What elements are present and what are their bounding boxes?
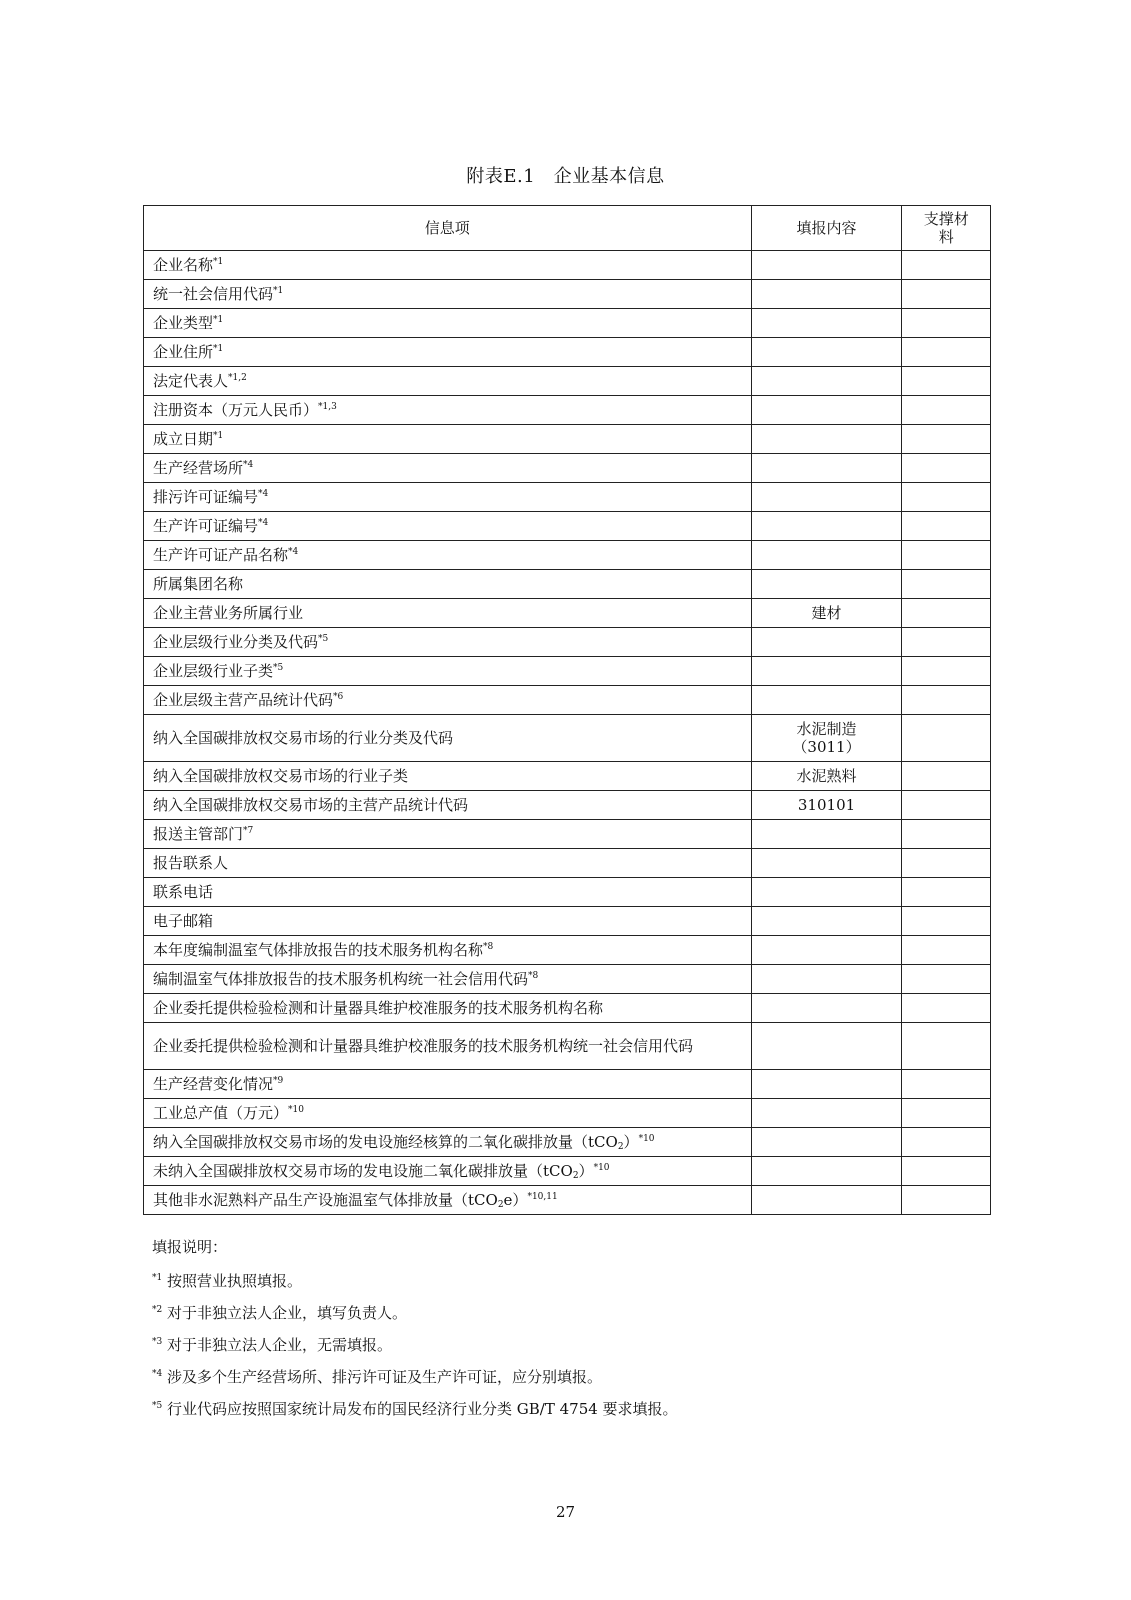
info-item-label: 注册资本（万元人民币） bbox=[153, 401, 319, 419]
info-item-cell bbox=[144, 715, 752, 762]
supporting-material-cell[interactable] bbox=[902, 657, 991, 686]
footnote-marker: *4 bbox=[258, 518, 269, 528]
header-supporting-material: 支撑材料 bbox=[902, 206, 991, 251]
supporting-material-cell[interactable] bbox=[902, 628, 991, 657]
supporting-material-cell[interactable] bbox=[902, 820, 991, 849]
fill-content-cell[interactable] bbox=[751, 1070, 902, 1099]
table-row bbox=[144, 791, 991, 820]
note-marker: *2 bbox=[152, 1305, 163, 1315]
info-item-label: 法定代表人 bbox=[153, 372, 229, 390]
fill-content-cell[interactable] bbox=[751, 512, 902, 541]
table-header-row bbox=[144, 206, 991, 251]
info-item-cell bbox=[144, 454, 752, 483]
info-item-cell bbox=[144, 657, 752, 686]
fill-content-cell[interactable] bbox=[751, 628, 902, 657]
table-row bbox=[144, 425, 991, 454]
note-marker: *3 bbox=[152, 1337, 163, 1347]
info-item-label: 生产许可证编号 bbox=[153, 517, 259, 535]
table-row bbox=[144, 599, 991, 628]
info-item-label: 其他非水泥熟料产品生产设施温室气体排放量（tCO bbox=[153, 1191, 498, 1209]
info-item-label: 企业住所 bbox=[153, 343, 214, 361]
table-row bbox=[144, 762, 991, 791]
info-item-label: 企业主营业务所属行业 bbox=[153, 604, 304, 622]
fill-content-cell[interactable] bbox=[751, 251, 902, 280]
info-item-label: 企业委托提供检验检测和计量器具维护校准服务的技术服务机构名称 bbox=[153, 999, 604, 1017]
supporting-material-cell[interactable] bbox=[902, 483, 991, 512]
header-info-item: 信息项 bbox=[144, 206, 752, 251]
note-item bbox=[152, 1336, 982, 1368]
footnote-marker: *10 bbox=[593, 1163, 610, 1173]
info-item-cell bbox=[144, 1099, 752, 1128]
footnote-marker: *10 bbox=[288, 1105, 304, 1115]
footnote-marker: *7 bbox=[243, 826, 254, 836]
table-row bbox=[144, 367, 991, 396]
table-row bbox=[144, 907, 991, 936]
note-marker: *1 bbox=[152, 1273, 163, 1283]
supporting-material-cell[interactable] bbox=[902, 251, 991, 280]
table-row bbox=[144, 1023, 991, 1070]
info-item-cell bbox=[144, 512, 752, 541]
note-text: 对于非独立法人企业，无需填报。 bbox=[167, 1336, 393, 1354]
fill-content-cell[interactable] bbox=[751, 1157, 902, 1186]
supporting-material-cell[interactable] bbox=[902, 1099, 991, 1128]
footnote-marker: *4 bbox=[288, 547, 299, 557]
fill-content-cell[interactable] bbox=[751, 715, 902, 762]
table-row bbox=[144, 1128, 991, 1157]
supporting-material-cell[interactable] bbox=[902, 338, 991, 367]
note-text: 按照营业执照填报。 bbox=[167, 1272, 303, 1290]
info-item-cell bbox=[144, 1070, 752, 1099]
footnote-marker: *1 bbox=[213, 315, 224, 325]
table-row bbox=[144, 994, 991, 1023]
info-item-cell bbox=[144, 965, 752, 994]
info-item-label: 生产经营变化情况 bbox=[153, 1075, 274, 1093]
supporting-material-cell[interactable] bbox=[902, 907, 991, 936]
info-item-label: 纳入全国碳排放权交易市场的行业子类 bbox=[153, 767, 409, 785]
info-item-label: 统一社会信用代码 bbox=[153, 285, 274, 303]
supporting-material-cell[interactable] bbox=[902, 1070, 991, 1099]
table-row bbox=[144, 686, 991, 715]
supporting-material-cell[interactable] bbox=[902, 1186, 991, 1215]
supporting-material-cell[interactable] bbox=[902, 599, 991, 628]
info-item-cell bbox=[144, 907, 752, 936]
footnote-marker: *6 bbox=[333, 692, 344, 702]
supporting-material-cell[interactable] bbox=[902, 1157, 991, 1186]
supporting-material-cell[interactable] bbox=[902, 936, 991, 965]
subscript: 2 bbox=[497, 1200, 504, 1210]
footnote-marker: *4 bbox=[243, 460, 254, 470]
fill-content-cell[interactable] bbox=[751, 878, 902, 907]
table-row bbox=[144, 512, 991, 541]
note-item bbox=[152, 1368, 982, 1400]
info-item-cell bbox=[144, 762, 752, 791]
fill-content-cell[interactable] bbox=[751, 1099, 902, 1128]
footnote-marker: *1 bbox=[213, 257, 224, 267]
info-item-cell bbox=[144, 280, 752, 309]
info-item-cell bbox=[144, 570, 752, 599]
note-marker: *4 bbox=[152, 1369, 163, 1379]
subscript: 2 bbox=[572, 1171, 579, 1181]
info-item-label: 生产经营场所 bbox=[153, 459, 244, 477]
supporting-material-cell[interactable] bbox=[902, 541, 991, 570]
fill-content-cell[interactable] bbox=[751, 936, 902, 965]
footnote-marker: *8 bbox=[483, 942, 494, 952]
info-item-label: 未纳入全国碳排放权交易市场的发电设施二氧化碳排放量（tCO bbox=[153, 1162, 573, 1180]
note-item bbox=[152, 1400, 982, 1432]
fill-content-cell[interactable] bbox=[751, 686, 902, 715]
info-item-cell bbox=[144, 878, 752, 907]
info-item-cell bbox=[144, 1128, 752, 1157]
fill-content-value: 310101 bbox=[797, 796, 856, 814]
footnote-marker: *1,3 bbox=[318, 402, 337, 412]
info-item-label: 报送主管部门 bbox=[153, 825, 244, 843]
table-row bbox=[144, 570, 991, 599]
info-item-label: 电子邮箱 bbox=[153, 912, 214, 930]
info-item-cell bbox=[144, 686, 752, 715]
fill-content-value: 水泥制造 bbox=[796, 720, 857, 738]
table-row bbox=[144, 936, 991, 965]
info-item-cell bbox=[144, 1157, 752, 1186]
fill-content-cell[interactable] bbox=[751, 1186, 902, 1215]
info-item-label: 纳入全国碳排放权交易市场的发电设施经核算的二氧化碳排放量（tCO bbox=[153, 1133, 618, 1151]
fill-content-cell[interactable] bbox=[751, 994, 902, 1023]
table-row bbox=[144, 715, 991, 762]
info-item-label: 所属集团名称 bbox=[153, 575, 244, 593]
fill-content-cell[interactable] bbox=[751, 280, 902, 309]
info-item-label: 本年度编制温室气体排放报告的技术服务机构名称 bbox=[153, 941, 484, 959]
note-text: 涉及多个生产经营场所、排污许可证及生产许可证，应分别填报。 bbox=[167, 1368, 603, 1386]
fill-content-cell[interactable] bbox=[751, 762, 902, 791]
info-item-label: 企业层级行业分类及代码 bbox=[153, 633, 319, 651]
info-item-label: 联系电话 bbox=[153, 883, 214, 901]
fill-content-cell[interactable] bbox=[751, 599, 902, 628]
note-text: 对于非独立法人企业，填写负责人。 bbox=[167, 1304, 408, 1322]
footnote-marker: *1 bbox=[213, 431, 224, 441]
enterprise-info-table bbox=[143, 205, 991, 1215]
footnote-marker: *5 bbox=[273, 663, 284, 673]
supporting-material-cell[interactable] bbox=[902, 309, 991, 338]
table-row bbox=[144, 1070, 991, 1099]
table-row bbox=[144, 1157, 991, 1186]
info-item-cell bbox=[144, 1186, 752, 1215]
page-number: 27 bbox=[555, 1503, 576, 1521]
footnote-marker: *1,2 bbox=[228, 373, 247, 383]
supporting-material-cell[interactable] bbox=[902, 425, 991, 454]
note-marker: *5 bbox=[152, 1401, 163, 1411]
info-item-cell bbox=[144, 628, 752, 657]
info-item-label: 工业总产值（万元） bbox=[153, 1104, 289, 1122]
table-row bbox=[144, 338, 991, 367]
header-fill-content: 填报内容 bbox=[751, 206, 902, 251]
info-item-cell bbox=[144, 251, 752, 280]
footnote-marker: *10 bbox=[638, 1134, 655, 1144]
table-row bbox=[144, 396, 991, 425]
fill-content-cell[interactable] bbox=[751, 454, 902, 483]
supporting-material-cell[interactable] bbox=[902, 849, 991, 878]
footnote-marker: *8 bbox=[528, 971, 539, 981]
fill-content-value-line2: （3011） bbox=[792, 738, 861, 756]
info-item-cell bbox=[144, 425, 752, 454]
table-row bbox=[144, 965, 991, 994]
note-text: 行业代码应按照国家统计局发布的国民经济行业分类 GB/T 4754 要求填报。 bbox=[167, 1400, 678, 1418]
fill-content-cell[interactable] bbox=[751, 1128, 902, 1157]
info-item-label: 排污许可证编号 bbox=[153, 488, 259, 506]
fill-content-cell[interactable] bbox=[751, 396, 902, 425]
info-item-label-tail: ） bbox=[578, 1162, 594, 1180]
footnote-marker: *1 bbox=[273, 286, 284, 296]
fill-content-cell[interactable] bbox=[751, 338, 902, 367]
supporting-material-cell[interactable] bbox=[902, 715, 991, 762]
fill-content-cell[interactable] bbox=[751, 483, 902, 512]
info-item-label: 企业层级行业子类 bbox=[153, 662, 274, 680]
supporting-material-cell[interactable] bbox=[902, 686, 991, 715]
table-row bbox=[144, 1186, 991, 1215]
table-title: 附表E.1 企业基本信息 bbox=[466, 166, 665, 187]
table-row bbox=[144, 628, 991, 657]
info-item-label: 企业层级主营产品统计代码 bbox=[153, 691, 334, 709]
supporting-material-cell[interactable] bbox=[902, 454, 991, 483]
info-item-cell bbox=[144, 599, 752, 628]
fill-content-cell[interactable] bbox=[751, 849, 902, 878]
supporting-material-cell[interactable] bbox=[902, 1023, 991, 1070]
info-item-cell bbox=[144, 849, 752, 878]
fill-content-cell[interactable] bbox=[751, 309, 902, 338]
fill-content-value: 建材 bbox=[811, 604, 842, 622]
footnote-marker: *1 bbox=[213, 344, 224, 354]
info-item-label: 企业名称 bbox=[153, 256, 214, 274]
table-row bbox=[144, 878, 991, 907]
table-row bbox=[144, 251, 991, 280]
info-item-cell bbox=[144, 483, 752, 512]
table-row bbox=[144, 309, 991, 338]
fill-content-cell[interactable] bbox=[751, 425, 902, 454]
table-row bbox=[144, 657, 991, 686]
info-item-label-tail: ） bbox=[623, 1133, 639, 1151]
info-item-label: 成立日期 bbox=[153, 430, 214, 448]
table-row bbox=[144, 454, 991, 483]
fill-content-cell[interactable] bbox=[751, 791, 902, 820]
subscript: 2 bbox=[617, 1142, 624, 1152]
supporting-material-cell[interactable] bbox=[902, 570, 991, 599]
info-item-cell bbox=[144, 936, 752, 965]
info-item-cell bbox=[144, 791, 752, 820]
supporting-material-cell[interactable] bbox=[902, 512, 991, 541]
info-item-cell bbox=[144, 338, 752, 367]
note-item bbox=[152, 1304, 982, 1336]
table-row bbox=[144, 849, 991, 878]
table-row bbox=[144, 483, 991, 512]
info-item-label: 生产许可证产品名称 bbox=[153, 546, 289, 564]
table-row bbox=[144, 820, 991, 849]
footnote-marker: *10,11 bbox=[527, 1192, 558, 1202]
fill-content-cell[interactable] bbox=[751, 965, 902, 994]
info-item-cell bbox=[144, 367, 752, 396]
filling-notes bbox=[152, 1236, 982, 1432]
info-item-cell bbox=[144, 1023, 752, 1070]
fill-content-value: 水泥熟料 bbox=[796, 767, 857, 785]
table-row bbox=[144, 280, 991, 309]
table-row bbox=[144, 541, 991, 570]
notes-heading: 填报说明： bbox=[152, 1238, 228, 1256]
footnote-marker: *4 bbox=[258, 489, 269, 499]
fill-content-cell[interactable] bbox=[751, 1023, 902, 1070]
supporting-material-cell[interactable] bbox=[902, 965, 991, 994]
info-item-label: 企业类型 bbox=[153, 314, 214, 332]
info-item-cell bbox=[144, 309, 752, 338]
supporting-material-cell[interactable] bbox=[902, 280, 991, 309]
fill-content-cell[interactable] bbox=[751, 541, 902, 570]
supporting-material-cell[interactable] bbox=[902, 1128, 991, 1157]
footnote-marker: *9 bbox=[273, 1076, 284, 1086]
info-item-cell bbox=[144, 994, 752, 1023]
footnote-marker: *5 bbox=[318, 634, 329, 644]
fill-content-cell[interactable] bbox=[751, 907, 902, 936]
table-row bbox=[144, 1099, 991, 1128]
supporting-material-cell[interactable] bbox=[902, 396, 991, 425]
info-item-label: 纳入全国碳排放权交易市场的行业分类及代码 bbox=[153, 729, 454, 747]
info-item-label: 企业委托提供检验检测和计量器具维护校准服务的技术服务机构统一社会信用代码 bbox=[153, 1037, 694, 1055]
info-item-cell bbox=[144, 396, 752, 425]
fill-content-cell[interactable] bbox=[751, 820, 902, 849]
fill-content-cell[interactable] bbox=[751, 657, 902, 686]
info-item-cell bbox=[144, 820, 752, 849]
info-item-label: 报告联系人 bbox=[153, 854, 229, 872]
fill-content-cell[interactable] bbox=[751, 367, 902, 396]
fill-content-cell[interactable] bbox=[751, 570, 902, 599]
supporting-material-cell[interactable] bbox=[902, 878, 991, 907]
supporting-material-cell[interactable] bbox=[902, 791, 991, 820]
supporting-material-cell[interactable] bbox=[902, 762, 991, 791]
info-item-cell bbox=[144, 541, 752, 570]
supporting-material-cell[interactable] bbox=[902, 367, 991, 396]
supporting-material-cell[interactable] bbox=[902, 994, 991, 1023]
note-item bbox=[152, 1272, 982, 1304]
info-item-label: 编制温室气体排放报告的技术服务机构统一社会信用代码 bbox=[153, 970, 529, 988]
info-item-label-tail: e） bbox=[503, 1191, 528, 1209]
info-item-label: 纳入全国碳排放权交易市场的主营产品统计代码 bbox=[153, 796, 469, 814]
